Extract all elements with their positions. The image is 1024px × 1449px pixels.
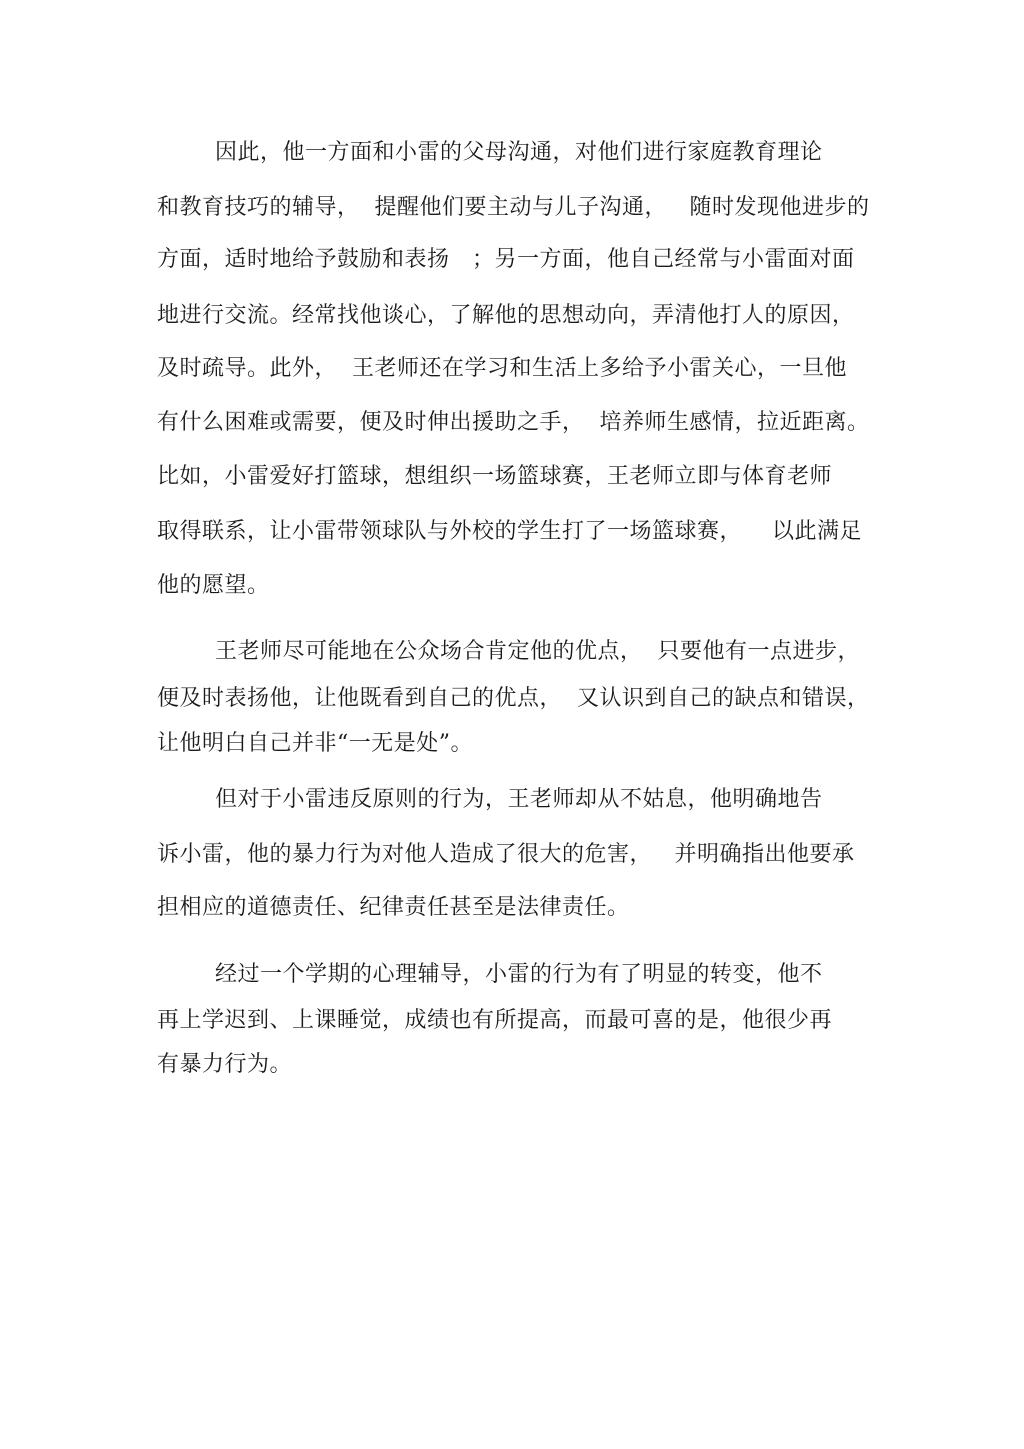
paragraph-1-line-7: 比如，小雷爱好打篮球，想组织一场篮球赛，王老师立即与体育老师 bbox=[157, 464, 833, 489]
paragraph-2-line-2: 便及时表扬他，让他既看到自己的优点， 又认识到自己的缺点和错误， bbox=[157, 686, 870, 711]
paragraph-3-line-1: 但对于小雷违反原则的行为，王老师却从不姑息，他明确地告 bbox=[215, 787, 823, 812]
paragraph-1-line-8: 取得联系，让小雷带领球队与外校的学生打了一场篮球赛， 以此满足 bbox=[157, 519, 862, 544]
paragraph-1-line-1: 因此，他一方面和小雷的父母沟通，对他们进行家庭教育理论 bbox=[215, 140, 823, 165]
paragraph-1-line-2: 和教育技巧的辅导， 提醒他们要主动与儿子沟通， 随时发现他进步的 bbox=[157, 195, 870, 220]
paragraph-1-line-3: 方面，适时地给予鼓励和表扬 ；另一方面，他自己经常与小雷面对面 bbox=[157, 247, 855, 272]
paragraph-2-line-3: 让他明白自己并非“一无是处”。 bbox=[157, 731, 473, 756]
paragraph-4-line-3: 有暴力行为。 bbox=[157, 1052, 293, 1077]
paragraph-1-line-9: 他的愿望。 bbox=[157, 573, 270, 598]
paragraph-1-line-4: 地进行交流。经常找他谈心，了解他的思想动向，弄清他打人的原因， bbox=[157, 303, 855, 328]
paragraph-1-line-6: 有什么困难或需要，便及时伸出援助之手， 培养师生感情，拉近距离。 bbox=[157, 410, 870, 435]
paragraph-3-line-2: 诉小雷，他的暴力行为对他人造成了很大的危害， 并明确指出他要承 bbox=[157, 842, 855, 867]
paragraph-3-line-3: 担相应的道德责任、纪律责任甚至是法律责任。 bbox=[157, 895, 630, 920]
paragraph-4-line-1: 经过一个学期的心理辅导，小雷的行为有了明显的转变，他不 bbox=[215, 962, 823, 987]
paragraph-2-line-1: 王老师尽可能地在公众场合肯定他的优点， 只要他有一点进步， bbox=[215, 639, 860, 664]
paragraph-1-line-5: 及时疏导。此外， 王老师还在学习和生活上多给予小雷关心，一旦他 bbox=[157, 356, 847, 381]
paragraph-4-line-2: 再上学迟到、上课睡觉，成绩也有所提高，而最可喜的是，他很少再 bbox=[157, 1008, 833, 1033]
